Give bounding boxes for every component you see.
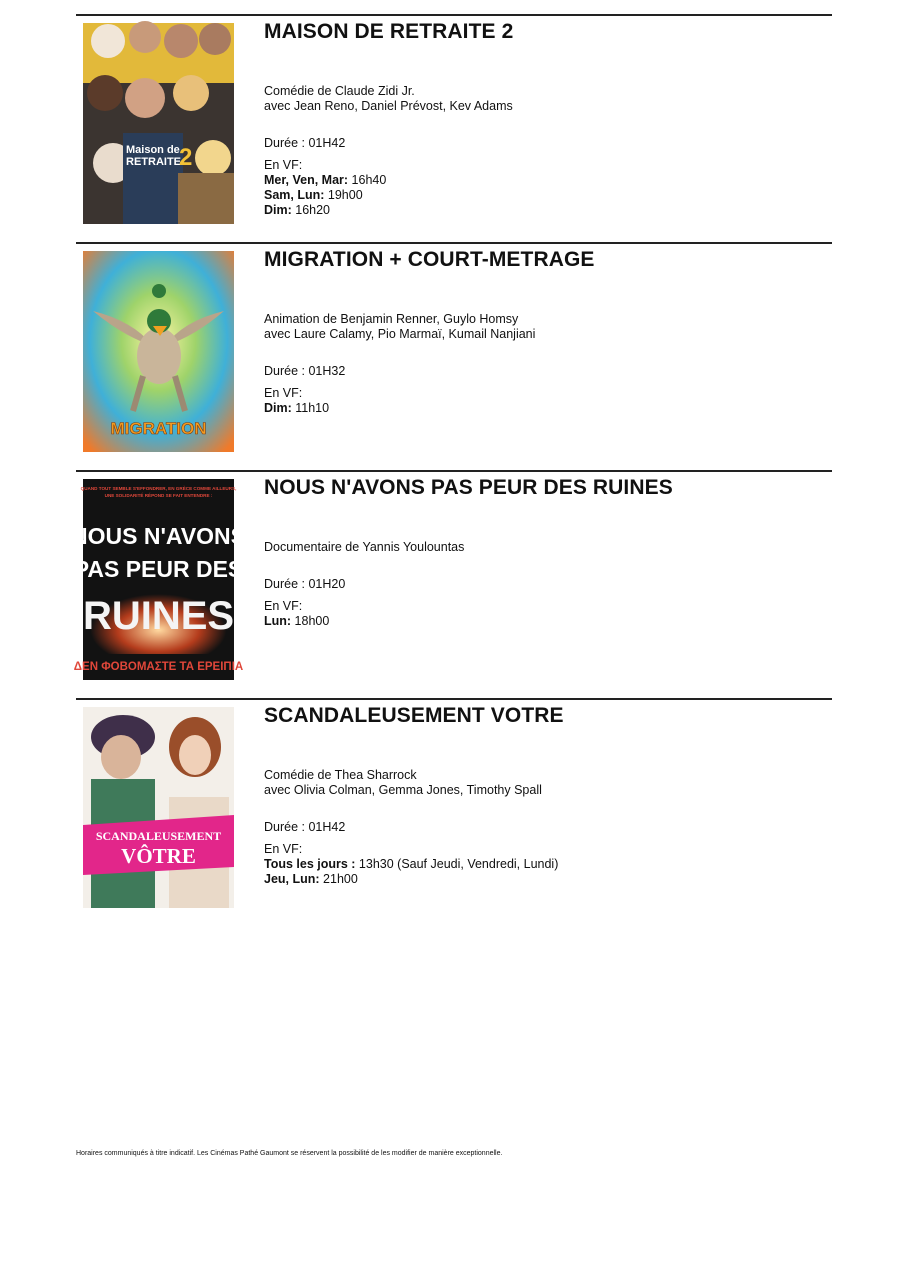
- movie-poster[interactable]: [70, 479, 247, 680]
- disclaimer-footnote: Horaires communiqués à titre indicatif. Les Cinémas Pathé Gaumont se réservent la possibilité de les modifier de manière exceptionnelle.: [76, 1150, 503, 1157]
- movie-title[interactable]: NOUS N'AVONS PAS PEUR DES RUINES: [264, 476, 673, 499]
- cast: avec Olivia Colman, Gemma Jones, Timothy Spall: [264, 783, 542, 797]
- poster-image: [83, 23, 234, 224]
- poster-title-line2: VÔTRE: [121, 844, 196, 868]
- cast: avec Laure Calamy, Pio Marmaï, Kumail Nanjiani: [264, 327, 536, 341]
- poster-title-number: 2: [179, 144, 193, 171]
- cast: avec Jean Reno, Daniel Prévost, Kev Adams: [264, 99, 513, 113]
- movie-entry: [76, 698, 832, 926]
- poster-title-line2: RETRAITE: [126, 156, 181, 168]
- movie-credits: [264, 84, 832, 114]
- poster-title-line1: Maison de: [126, 144, 180, 156]
- showtime-row: [264, 872, 832, 887]
- showtime-times: 11h10: [291, 401, 330, 415]
- showtime-row: [264, 401, 832, 416]
- showtime-row: [264, 173, 832, 188]
- showtime-days: Dim:: [264, 203, 292, 217]
- showtime-times: 21h00: [319, 872, 358, 886]
- movie-duration: Durée : 01H42: [264, 136, 346, 150]
- movie-title[interactable]: MAISON DE RETRAITE 2: [264, 20, 514, 43]
- version-label: En VF:: [264, 599, 303, 613]
- genre-director: Comédie de Thea Sharrock: [264, 768, 417, 782]
- movie-credits: [264, 540, 832, 555]
- movie-entry: [76, 242, 832, 470]
- movie-info: [264, 474, 832, 629]
- poster-tagline-1: QUAND TOUT SEMBLE S'EFFONDRER, EN GRÈCE COMME AILLEURS,: [80, 486, 237, 491]
- showtime-row: [264, 614, 832, 629]
- movie-entry: [70, 470, 832, 698]
- movie-entry: [76, 14, 832, 242]
- movie-poster[interactable]: [83, 23, 234, 224]
- showtime-times: 16h40: [348, 173, 387, 187]
- poster-image: [83, 251, 234, 452]
- movie-poster[interactable]: [83, 251, 234, 452]
- showtime-days: Sam, Lun:: [264, 188, 325, 202]
- movie-title[interactable]: SCANDALEUSEMENT VOTRE: [264, 704, 564, 727]
- movie-duration: Durée : 01H20: [264, 577, 346, 591]
- showtime-days: Jeu, Lun:: [264, 872, 320, 886]
- showtime-days: Lun:: [264, 614, 292, 628]
- showtime-row: [264, 188, 832, 203]
- genre-director: Documentaire de Yannis Youlountas: [264, 540, 465, 554]
- program-list: [70, 14, 832, 926]
- movie-info: [264, 18, 832, 218]
- poster-greek-title: ΔΕΝ ΦΟΒΟΜΑΣΤΕ ΤΑ ΕΡΕΙΠΙΑ: [73, 661, 244, 673]
- showtime-times: 13h30 (Sauf Jeudi, Vendredi, Lundi): [355, 857, 559, 871]
- movie-credits: [264, 312, 832, 342]
- version-label: En VF:: [264, 386, 303, 400]
- showtime-row: [264, 857, 832, 872]
- movie-duration: Durée : 01H42: [264, 820, 346, 834]
- poster-title-line2: PAS PEUR DES: [73, 556, 244, 582]
- movie-poster[interactable]: [83, 707, 234, 908]
- genre-director: Animation de Benjamin Renner, Guylo Homsy: [264, 312, 519, 326]
- poster-title: MIGRATION: [110, 419, 207, 438]
- movie-credits: [264, 768, 832, 798]
- poster-title-line1: SCANDALEUSEMENT: [95, 829, 222, 843]
- poster-tagline-2: UNE SOLIDARITÉ RÉPOND SE FAIT ENTENDRE :: [104, 493, 213, 498]
- showtime-times: 18h00: [291, 614, 330, 628]
- poster-image: [83, 707, 234, 908]
- showtime-row: [264, 203, 832, 218]
- poster-image: [70, 479, 247, 680]
- showtime-days: Dim:: [264, 401, 292, 415]
- showtime-days: Tous les jours :: [264, 857, 356, 871]
- showtime-times: 19h00: [324, 188, 363, 202]
- poster-title-line3: RUINES: [82, 594, 235, 638]
- movie-info: [264, 702, 832, 887]
- showtime-times: 16h20: [291, 203, 331, 217]
- poster-title-line1: NOUS N'AVONS: [70, 523, 247, 549]
- movie-duration: Durée : 01H32: [264, 364, 346, 378]
- movie-info: [264, 246, 832, 416]
- version-label: En VF:: [264, 158, 303, 172]
- showtime-days: Mer, Ven, Mar:: [264, 173, 349, 187]
- version-label: En VF:: [264, 842, 303, 856]
- genre-director: Comédie de Claude Zidi Jr.: [264, 84, 415, 98]
- movie-title[interactable]: MIGRATION + COURT-METRAGE: [264, 248, 595, 271]
